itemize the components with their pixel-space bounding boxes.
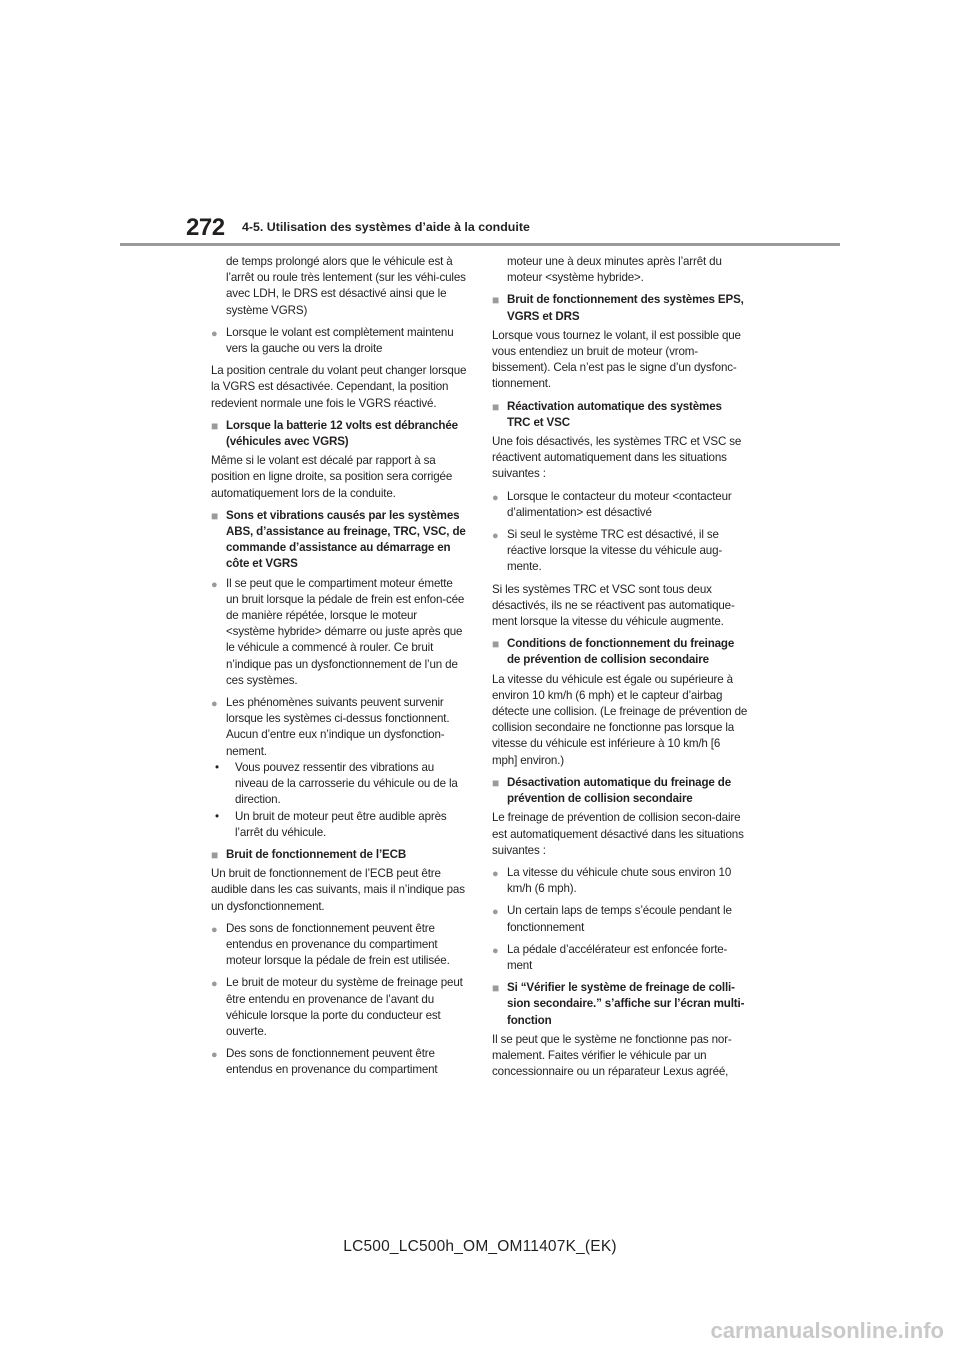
circle-bullet-icon: ● xyxy=(492,491,499,504)
section-title: 4-5. Utilisation des systèmes d’aide à la conduite xyxy=(242,220,530,234)
circle-bullet-icon: ● xyxy=(492,906,499,919)
bullet-text: Des sons de fonctionnement peuvent être entendus en provenance du compartiment xyxy=(226,1047,438,1077)
bullet-item xyxy=(492,903,748,935)
bullet-text: Un certain laps de temps s’écoule pendant le fonctionnement xyxy=(507,904,732,934)
bullet-item xyxy=(211,921,467,970)
bullet-item xyxy=(211,325,467,357)
heading-text: Bruit de fonctionnement de l’ECB xyxy=(226,847,407,861)
section-heading xyxy=(211,418,467,450)
bullet-item xyxy=(492,942,748,974)
circle-bullet-icon: ● xyxy=(211,978,218,991)
square-bullet-icon: ■ xyxy=(211,847,219,862)
bullet-text: Les phénomènes suivants peuvent survenir lorsque les systèmes ci-dessus fonctionnent. Aucun d’entre eux n’indique un dysfonction-nement. xyxy=(226,696,450,758)
bullet-item xyxy=(492,489,748,521)
square-bullet-icon: ■ xyxy=(492,775,500,790)
section-heading xyxy=(492,775,748,807)
square-bullet-icon: ■ xyxy=(492,637,500,652)
heading-text: Lorsque la batterie 12 volts est débranchée (véhicules avec VGRS) xyxy=(226,418,458,449)
square-bullet-icon: ■ xyxy=(492,293,500,308)
bullet-text: Si seul le système TRC est désactivé, il se réactive lorsque la vitesse du véhicule aug-mente. xyxy=(507,528,723,574)
section-heading xyxy=(492,292,748,324)
square-bullet-icon: ■ xyxy=(211,418,219,433)
circle-bullet-icon: ● xyxy=(211,327,218,340)
paragraph: La position centrale du volant peut changer lorsque la VGRS est désactivée. Cependant, la position redevient normale une fois le VGRS réactivé. xyxy=(211,364,467,410)
heading-text: Désactivation automatique du freinage de prévention de collision secondaire xyxy=(507,775,731,806)
bullet-item xyxy=(492,527,748,576)
sub-item xyxy=(211,760,467,809)
heading-text: Bruit de fonctionnement des systèmes EPS, VGRS et DRS xyxy=(507,293,744,323)
continued-text: moteur une à deux minutes après l’arrêt du moteur <système hybride>. xyxy=(507,255,722,285)
heading-text: Réactivation automatique des systèmes TRC et VSC xyxy=(507,399,722,429)
bullet-item xyxy=(211,695,467,760)
circle-bullet-icon: ● xyxy=(492,867,499,880)
section-heading xyxy=(211,847,467,863)
continued-text: de temps prolongé alors que le véhicule est à l’arrêt ou roule très lentement (sur les véhi-cules avec LDH, le DRS est désactivé ainsi que le système VGRS) xyxy=(226,255,466,317)
sub-item xyxy=(211,809,467,841)
circle-bullet-icon: ● xyxy=(211,923,218,936)
watermark[interactable]: carmanualsonline.info xyxy=(710,1318,944,1343)
bullet-text: Le bruit de moteur du système de freinage peut être entendu en provenance de l’avant du véhicule lorsque la porte du conducteur est ouverte. xyxy=(226,976,463,1038)
paragraph: Il se peut que le système ne fonctionne pas nor-malement. Faites vérifier le véhicule par un concessionnaire ou un réparateur Lexus agréé, xyxy=(492,1032,732,1079)
square-bullet-icon: ■ xyxy=(211,508,219,523)
bullet-item xyxy=(211,576,467,689)
paragraph: Même si le volant est décalé par rapport à sa position en ligne droite, sa position sera corrigée automatiquement lors de la conduite. xyxy=(211,454,453,500)
paragraph: Si les systèmes TRC et VSC sont tous deux désactivés, ils ne se réactivent pas automatique-ment lorsque la vitesse du véhicule augmente. xyxy=(492,582,735,629)
document-code: LC500_LC500h_OM_OM11407K_(EK) xyxy=(343,1238,617,1255)
square-bullet-icon: ■ xyxy=(492,399,500,414)
heading-text: Si “Vérifier le système de freinage de colli-sion secondaire.” s’affiche sur l’écran multi-fonction xyxy=(507,981,745,1027)
section-heading xyxy=(492,980,748,1029)
bullet-text: Il se peut que le compartiment moteur émette un bruit lorsque la pédale de frein est enfon-cée de manière répétée, lorsque le moteur <système hybride> démarre ou juste après que le véhicule a commencé à rouler. Ce bruit n’indique pas un dysfonctionnement de l’un de ces systèmes. xyxy=(226,576,465,687)
bullet-text: La pédale d’accélérateur est enfoncée forte-ment xyxy=(507,942,728,972)
left-column xyxy=(211,254,467,1085)
bullet-text: Lorsque le contacteur du moteur <contacteur d’alimentation> est désactivé xyxy=(507,489,732,519)
bullet-item xyxy=(211,1046,467,1078)
circle-bullet-icon: ● xyxy=(211,1049,218,1062)
square-bullet-icon: ■ xyxy=(492,981,500,996)
right-column xyxy=(492,254,748,1086)
bullet-text: Des sons de fonctionnement peuvent être entendus en provenance du compartiment moteur lorsque la pédale de frein est utilisée. xyxy=(226,921,450,968)
paragraph: La vitesse du véhicule est égale ou supérieure à environ 10 km/h (6 mph) et le capteur d’airbag détecte une collision. (Le freinage de prévention de collision secondaire ne fonctionne pas lorsque la vitesse du véhicule est inférieure à 10 km/h [6 mph] environ.) xyxy=(492,672,748,767)
circle-bullet-icon: ● xyxy=(492,944,499,957)
circle-bullet-icon: ● xyxy=(211,698,218,711)
heading-text: Sons et vibrations causés par les systèmes ABS, d’assistance au freinage, TRC, VSC, de commande d’assistance au démarrage en côte et VGRS xyxy=(226,508,466,571)
section-heading xyxy=(211,508,467,573)
dot-marker-icon: • xyxy=(215,809,219,823)
page-number: 272 xyxy=(186,214,225,241)
circle-bullet-icon: ● xyxy=(211,578,218,591)
header-rule xyxy=(120,243,840,246)
paragraph: Un bruit de fonctionnement de l’ECB peut être audible dans les cas suivants, mais il n’indique pas un dysfonctionnement. xyxy=(211,867,465,913)
circle-bullet-icon: ● xyxy=(492,530,499,543)
sub-item-text: Un bruit de moteur peut être audible après l’arrêt du véhicule. xyxy=(235,809,447,839)
heading-text: Conditions de fonctionnement du freinage de prévention de collision secondaire xyxy=(507,637,735,667)
paragraph: Une fois désactivés, les systèmes TRC et VSC se réactivent automatiquement dans les situations suivantes : xyxy=(492,435,742,481)
sub-list xyxy=(211,760,467,841)
bullet-text: Lorsque le volant est complètement maintenu vers la gauche ou vers la droite xyxy=(226,325,454,356)
section-heading xyxy=(492,636,748,668)
sub-item-text: Vous pouvez ressentir des vibrations au niveau de la carrosserie du véhicule ou de la direction. xyxy=(235,760,458,807)
section-heading xyxy=(492,399,748,431)
bullet-item xyxy=(492,865,748,897)
dot-marker-icon: • xyxy=(215,760,219,774)
bullet-item xyxy=(211,975,467,1040)
paragraph: Le freinage de prévention de collision secon-daire est automatiquement désactivé dans les situations suivantes : xyxy=(492,811,744,857)
bullet-text: La vitesse du véhicule chute sous environ 10 km/h (6 mph). xyxy=(507,865,732,896)
paragraph: Lorsque vous tournez le volant, il est possible que vous entendiez un bruit de moteur (vrom-bissement). Cela n’est pas le signe d’un dysfonc-tionnement. xyxy=(492,328,741,391)
